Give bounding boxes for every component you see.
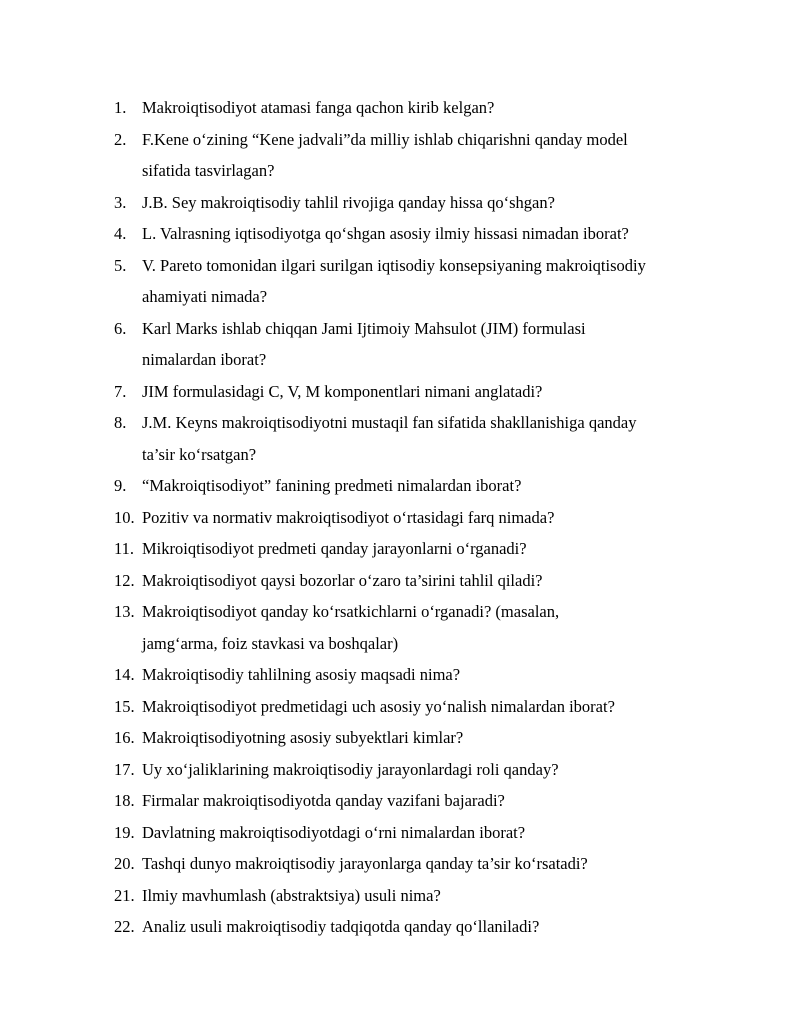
question-text: Firmalar makroiqtisodiyotda qanday vazifani bajaradi? — [142, 791, 505, 810]
question-text: Karl Marks ishlab chiqqan Jami Ijtimoiy Mahsulot (JIM) formulasi nimalardan iborat? — [142, 318, 586, 369]
question-text: Analiz usuli makroiqtisodiy tadqiqotda qanday qo‘llaniladi? — [142, 917, 540, 936]
question-number: 9. — [114, 476, 127, 495]
question-text: L. Valrasning iqtisodiyotga qo‘shgan asosiy ilmiy hissasi nimadan iborat? — [142, 224, 629, 243]
question-item — [114, 691, 714, 723]
question-number: 17. — [114, 759, 135, 779]
question-number: 11. — [114, 539, 135, 558]
question-number: 8. — [114, 413, 127, 432]
question-number: 10. — [114, 507, 135, 527]
question-text: J.B. Sey makroiqtisodiy tahlil rivojiga qanday hissa qo‘shgan? — [142, 192, 555, 212]
question-number: 7. — [114, 381, 127, 401]
question-item — [114, 754, 714, 786]
question-item — [114, 407, 714, 470]
question-number: 5. — [114, 255, 127, 275]
question-number: 20. — [114, 854, 135, 873]
question-item — [114, 659, 714, 691]
question-item — [114, 187, 714, 219]
question-text: Makroiqtisodiyot qaysi bozorlar o‘zaro ta’sirini tahlil qiladi? — [142, 570, 543, 590]
question-item — [114, 92, 714, 124]
question-item — [114, 218, 714, 250]
question-text: Uy xo‘jaliklarining makroiqtisodiy jarayonlardagi roli qanday? — [142, 759, 559, 779]
question-text: Makroiqtisodiyotning asosiy subyektlari kimlar? — [142, 728, 464, 747]
question-number: 15. — [114, 696, 135, 716]
question-item — [114, 785, 714, 817]
question-item — [114, 470, 714, 502]
question-item — [114, 502, 714, 534]
question-number: 21. — [114, 885, 135, 905]
question-item — [114, 533, 714, 565]
question-item — [114, 376, 714, 408]
question-text: Ilmiy mavhumlash (abstraktsiya) usuli nima? — [142, 885, 441, 905]
question-item — [114, 596, 714, 659]
question-text: Makroiqtisodiy tahlilning asosiy maqsadi nima? — [142, 665, 461, 684]
question-list — [114, 92, 714, 943]
question-number: 13. — [114, 602, 135, 621]
question-item — [114, 124, 714, 187]
question-item — [114, 565, 714, 597]
question-item — [114, 250, 714, 313]
question-number: 14. — [114, 665, 135, 684]
question-text: “Makroiqtisodiyot” fanining predmeti nimalardan iborat? — [142, 476, 522, 495]
question-text: J.M. Keyns makroiqtisodiyotni mustaqil fan sifatida shakllanishiga qanday ta’sir ko‘rsatgan? — [142, 413, 637, 464]
question-item — [114, 722, 714, 754]
question-number: 1. — [114, 98, 127, 117]
question-number: 19. — [114, 822, 135, 842]
question-text: Makroiqtisodiyot predmetidagi uch asosiy yo‘nalish nimalardan iborat? — [142, 696, 615, 716]
question-item — [114, 313, 714, 376]
question-text: Pozitiv va normativ makroiqtisodiyot o‘rtasidagi farq nimada? — [142, 507, 555, 527]
question-text: Tashqi dunyo makroiqtisodiy jarayonlarga qanday ta’sir ko‘rsatadi? — [142, 854, 588, 873]
question-item — [114, 817, 714, 849]
question-number: 6. — [114, 318, 127, 338]
question-item — [114, 880, 714, 912]
question-number: 22. — [114, 917, 135, 936]
question-item — [114, 911, 714, 943]
question-text: F.Kene o‘zining “Kene jadvali”da milliy ishlab chiqarishni qanday model sifatida tasvirlagan? — [142, 129, 628, 180]
question-text: JIM formulasidagi C, V, M komponentlari nimani anglatadi? — [142, 381, 543, 401]
question-number: 18. — [114, 791, 135, 810]
question-number: 3. — [114, 192, 127, 212]
question-text: Makroiqtisodiyot atamasi fanga qachon kirib kelgan? — [142, 98, 495, 117]
question-text: Makroiqtisodiyot qanday ko‘rsatkichlarni o‘rganadi? (masalan, jamg‘arma, foiz stavkasi va boshqalar) — [142, 602, 560, 653]
question-text: Mikroiqtisodiyot predmeti qanday jarayonlarni o‘rganadi? — [142, 539, 527, 558]
question-number: 12. — [114, 570, 135, 590]
question-text: Davlatning makroiqtisodiyotdagi o‘rni nimalardan iborat? — [142, 822, 526, 842]
question-number: 4. — [114, 224, 127, 243]
question-number: 16. — [114, 728, 135, 747]
question-number: 2. — [114, 129, 127, 149]
question-text: V. Pareto tomonidan ilgari surilgan iqtisodiy konsepsiyaning makroiqtisodiy ahamiyati nimada? — [142, 255, 646, 306]
question-item — [114, 848, 714, 880]
